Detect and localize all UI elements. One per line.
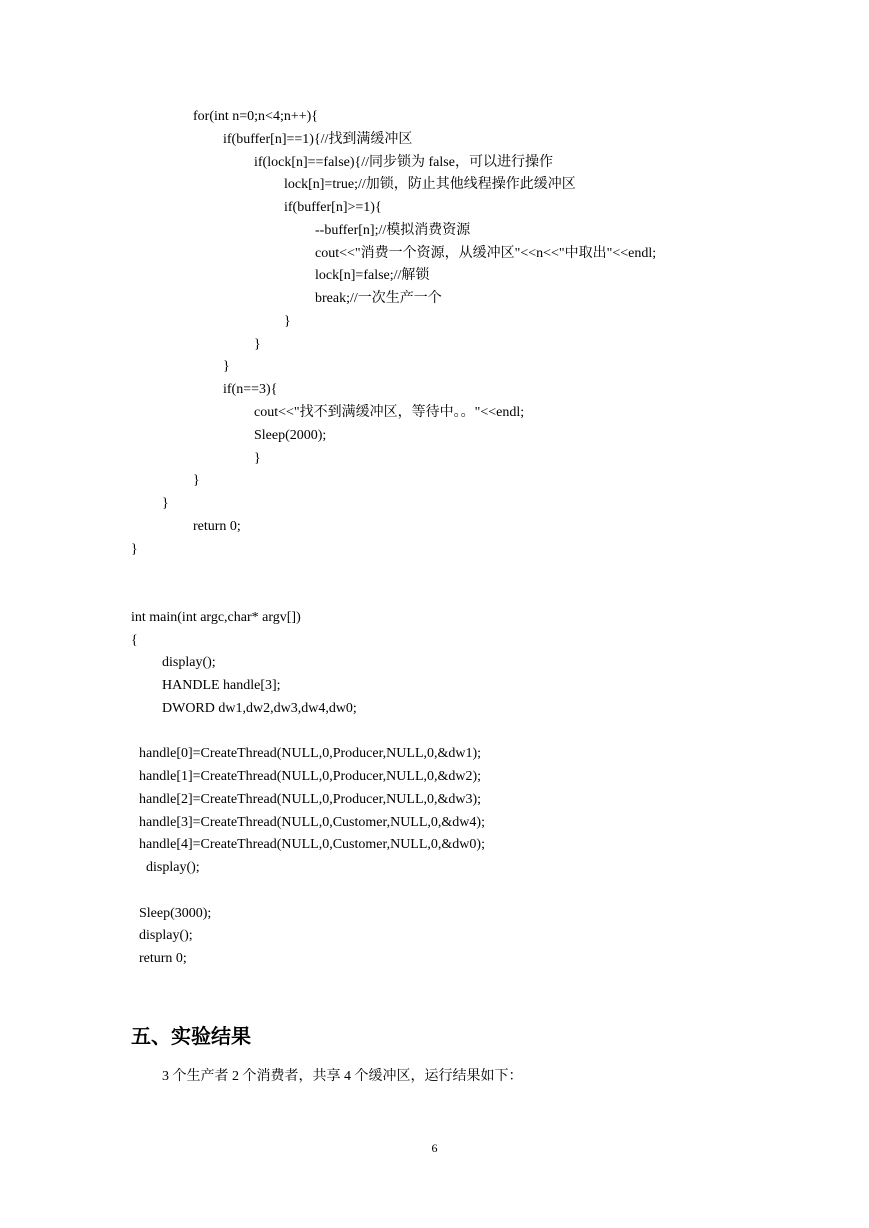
code-line: cout<<"消费一个资源，从缓冲区"<<n<<"中取出"<<endl;	[315, 246, 657, 261]
code-line: }	[131, 542, 138, 557]
code-line: display();	[139, 928, 193, 943]
code-line: }	[254, 451, 261, 466]
code-line: if(buffer[n]==1){//找到满缓冲区	[223, 132, 413, 147]
page-number: 6	[431, 1141, 438, 1155]
code-line: handle[2]=CreateThread(NULL,0,Producer,NULL,0,&dw3);	[139, 792, 482, 807]
code-line: lock[n]=false;//解锁	[315, 268, 430, 283]
code-line: }	[223, 359, 230, 374]
code-line: cout<<"找不到满缓冲区，等待中。。"<<endl;	[254, 405, 525, 420]
section-paragraph: 3 个生产者 2 个消费者，共享 4 个缓冲区，运行结果如下：	[162, 1069, 523, 1084]
code-line: display();	[162, 655, 216, 670]
code-line: handle[3]=CreateThread(NULL,0,Customer,NULL,0,&dw4);	[139, 815, 485, 830]
code-line: {	[131, 633, 138, 648]
code-line: Sleep(3000);	[139, 906, 212, 921]
code-line: if(lock[n]==false){//同步锁为 false，可以进行操作	[254, 155, 553, 170]
code-line: if(buffer[n]>=1){	[284, 200, 382, 215]
code-line: handle[0]=CreateThread(NULL,0,Producer,NULL,0,&dw1);	[139, 746, 482, 761]
section-heading: 五、实验结果	[131, 1026, 251, 1048]
code-line: --buffer[n];//模拟消费资源	[315, 223, 471, 238]
code-line: Sleep(2000);	[254, 428, 327, 443]
code-line: handle[4]=CreateThread(NULL,0,Customer,NULL,0,&dw0);	[139, 837, 485, 852]
code-line: }	[284, 314, 291, 329]
code-line: return 0;	[193, 519, 241, 534]
code-line: int main(int argc,char* argv[])	[131, 610, 301, 625]
code-line: display();	[146, 860, 200, 875]
code-line: }	[162, 496, 169, 511]
code-line: if(n==3){	[223, 382, 278, 397]
code-line: break;//一次生产一个	[315, 291, 442, 306]
code-line: handle[1]=CreateThread(NULL,0,Producer,NULL,0,&dw2);	[139, 769, 482, 784]
code-line: return 0;	[139, 951, 187, 966]
code-line: }	[193, 473, 200, 488]
code-line: lock[n]=true;//加锁，防止其他线程操作此缓冲区	[284, 177, 576, 192]
code-line: }	[254, 337, 261, 352]
code-line: HANDLE handle[3];	[162, 678, 281, 693]
code-line: for(int n=0;n<4;n++){	[193, 109, 319, 124]
code-line: DWORD dw1,dw2,dw3,dw4,dw0;	[162, 701, 357, 716]
